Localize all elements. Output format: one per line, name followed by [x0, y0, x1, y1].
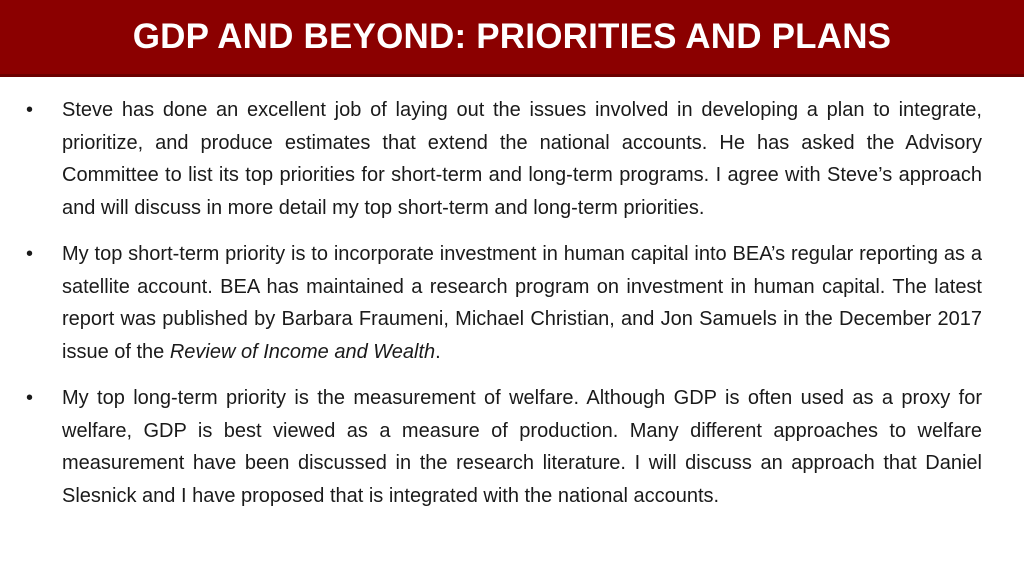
bullet-item-3: [22, 382, 982, 512]
bullet-text-3: My top long-term priority is the measurement of welfare. Although GDP is often used as a proxy for welfare, GDP is best viewed as a measure of production. Many different approaches to welfare measurement have been discussed in the research literature. I will discuss an approach that Daniel Slesnick and I have proposed that is integrated with the national accounts.: [62, 387, 982, 507]
title-bar: [0, 0, 1024, 74]
title-divider: [0, 74, 1024, 77]
bullet-icon: •: [26, 243, 34, 265]
bullet-text-2-main: My top short-term priority is to incorporate investment in human capital into BEA’s regular reporting as a satellite account. BEA has maintained a research program on investment in human capital. The latest report was published by Barbara Fraumeni, Michael Christian, and Jon Samuels in the December 2017 issue of the: [62, 243, 982, 363]
slide-title: GDP AND BEYOND: PRIORITIES AND PLANS: [132, 17, 892, 56]
bullet-icon: •: [26, 99, 34, 121]
bullet-item-1: [22, 94, 982, 224]
bullet-text-2: [62, 238, 982, 368]
bullet-list: [22, 94, 982, 526]
bullet-icon: •: [26, 387, 34, 409]
journal-title: Review of Income and Wealth: [169, 340, 436, 363]
bullet-text-1: Steve has done an excellent job of laying out the issues involved in developing a plan to integrate, prioritize, and produce estimates that extend the national accounts. He has asked the Advisory Committee to list its top priorities for short-term and long-term programs. I agree with Steve’s approach and will discuss in more detail my top short-term and long-term priorities.: [62, 99, 982, 219]
bullet-item-2: [22, 238, 982, 368]
bullet-text-2-end: .: [435, 340, 441, 363]
